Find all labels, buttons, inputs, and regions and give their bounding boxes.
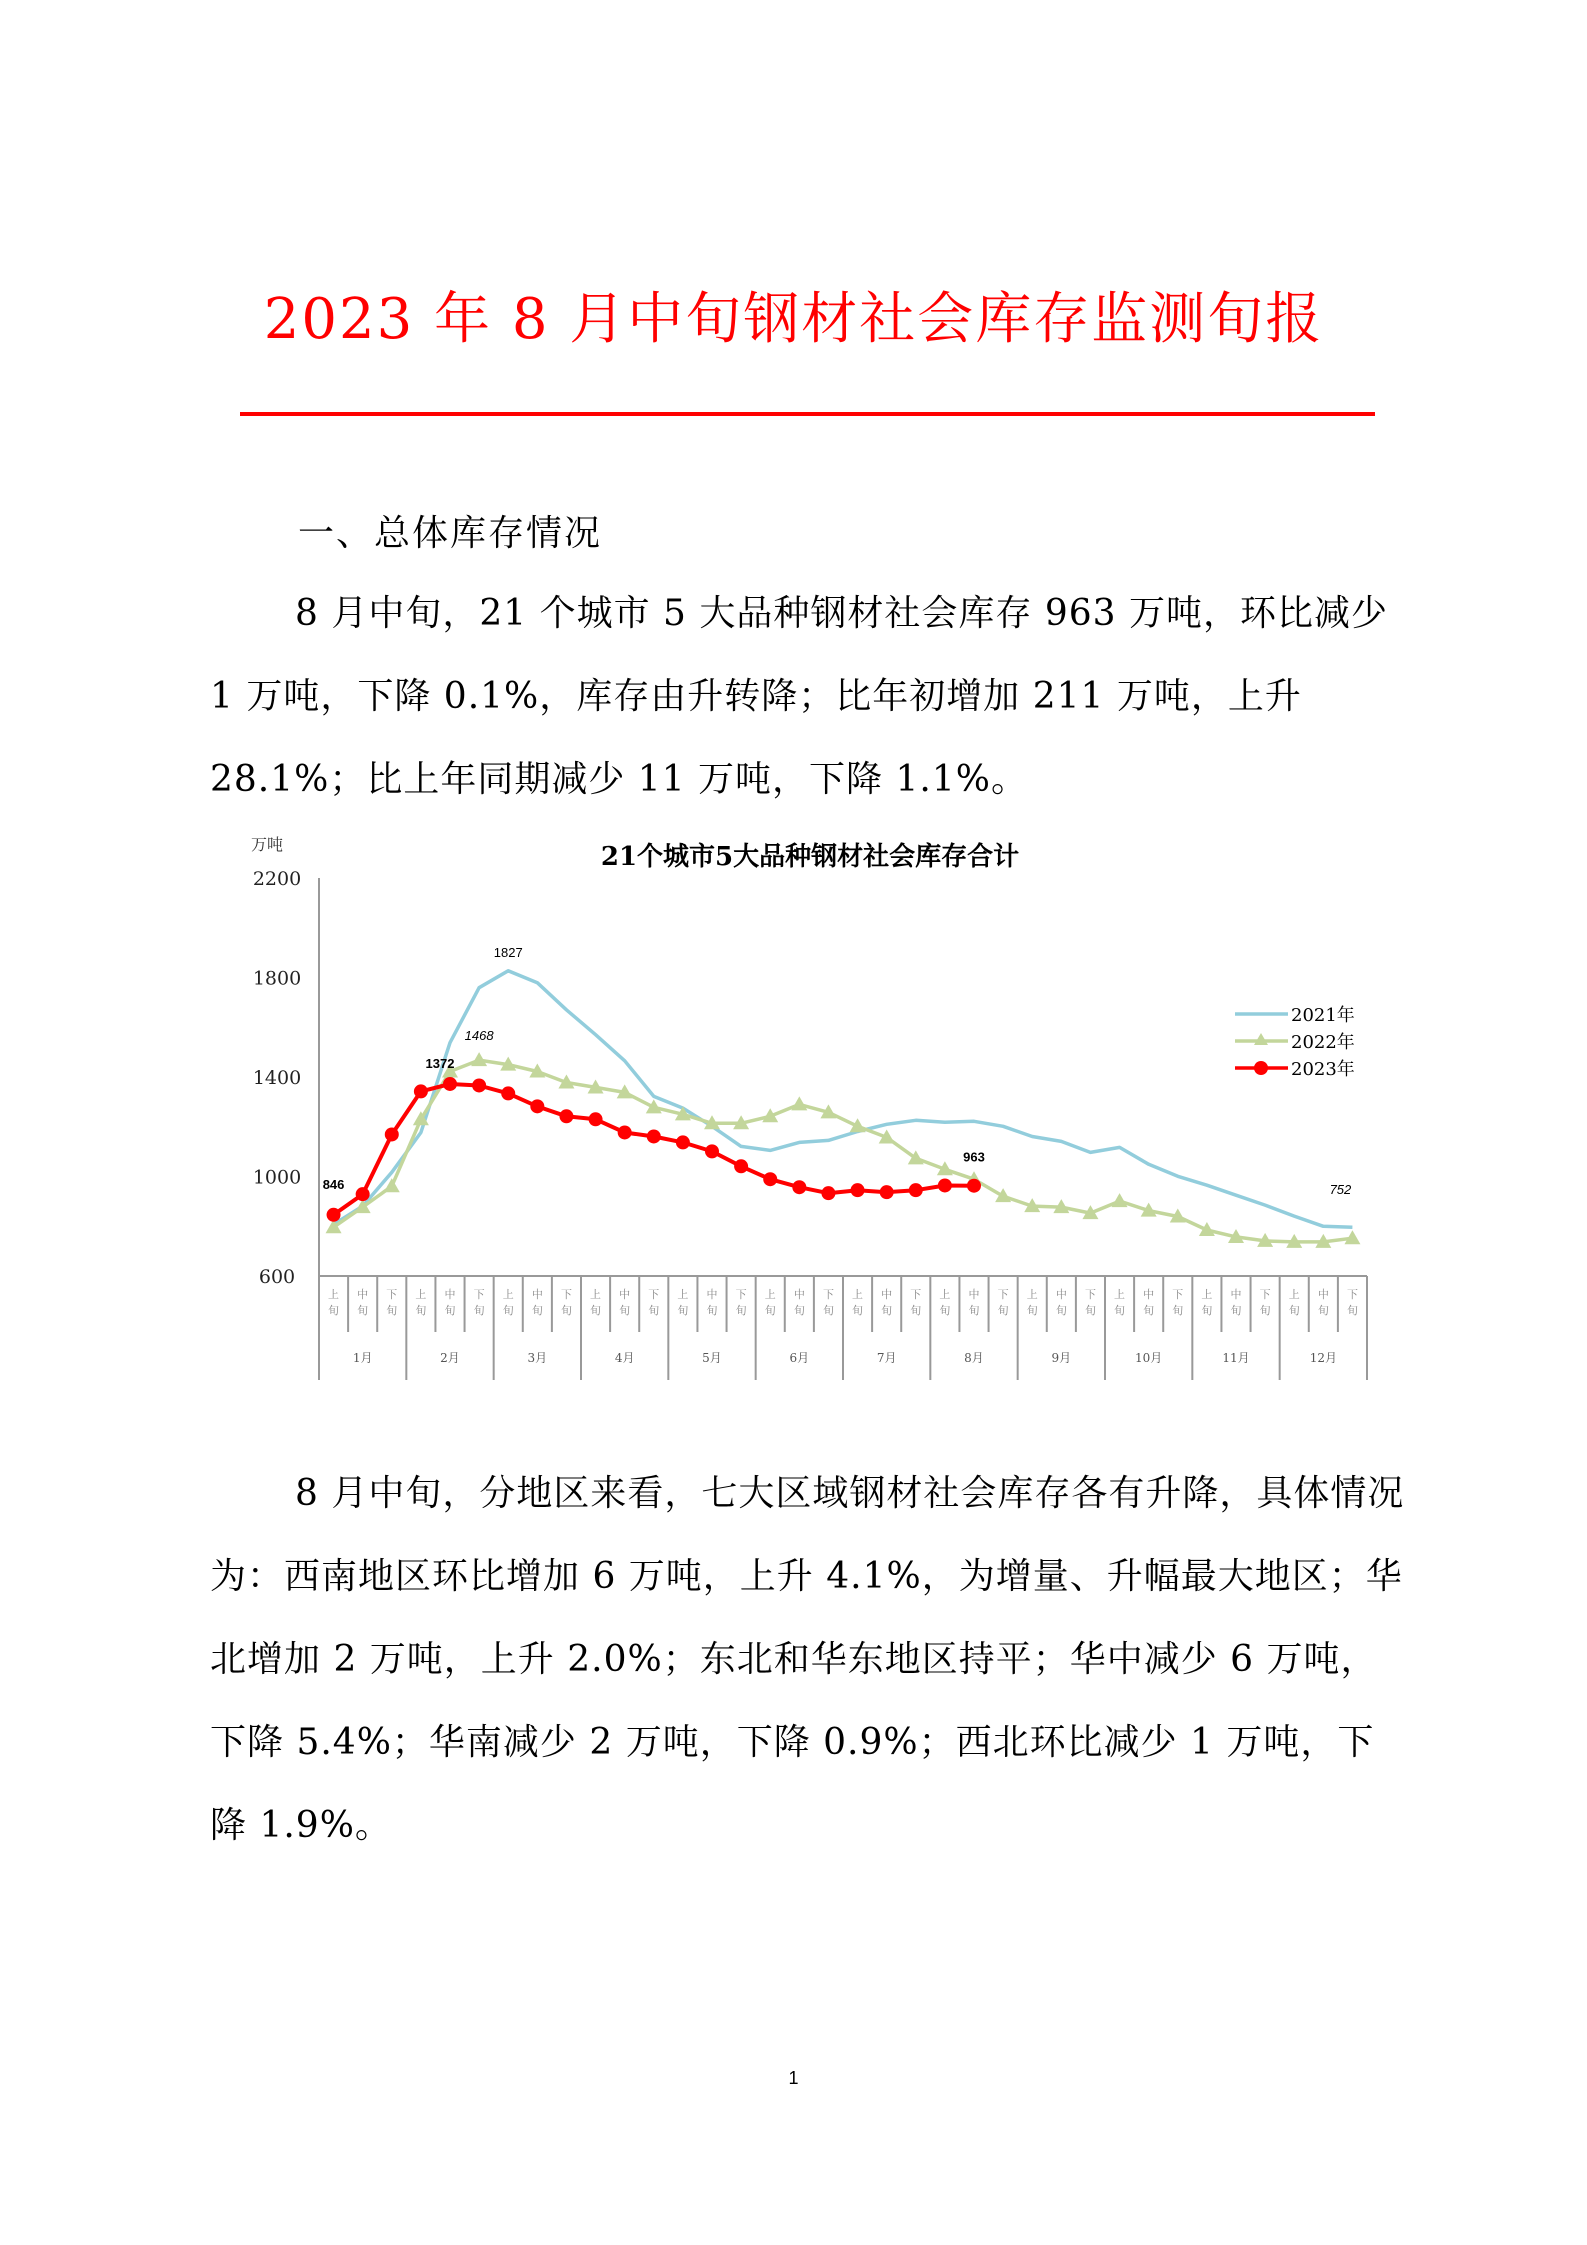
circle-marker-icon (530, 1099, 544, 1113)
x-month-label: 5月 (702, 1351, 722, 1365)
x-sub-period-label: 上 (415, 1288, 427, 1301)
x-sub-period-label: 旬 (648, 1304, 660, 1317)
x-sub-period-label: 下 (910, 1288, 922, 1301)
x-sub-period-label: 旬 (386, 1304, 398, 1317)
x-sub-period-label: 中 (1230, 1288, 1242, 1301)
x-sub-period-label: 中 (619, 1288, 631, 1301)
x-sub-period-label: 旬 (560, 1304, 572, 1317)
x-sub-period-label: 旬 (502, 1304, 514, 1317)
y-tick-label: 1000 (252, 1166, 302, 1189)
paragraph-regional-inventory: 8 月中旬，分地区来看，七大区域钢材社会库存各有升降，具体情况为：西南地区环比增加 6 万吨，上升 4.1%，为增量、升幅最大地区；华北增加 2 万吨，上升 2.0%；东北和华东地区持平；华中减少 6 万吨，下降 5.4%；华南减少 2 万吨，下降 0.9%；西北环比减少 1 万吨，下降 1.9%。 (210, 1473, 1405, 1846)
x-sub-period-label: 旬 (1172, 1304, 1184, 1317)
triangle-marker-icon (995, 1188, 1011, 1202)
x-sub-period-label: 旬 (881, 1304, 893, 1317)
x-sub-period-label: 下 (648, 1288, 660, 1301)
x-sub-period-label: 中 (968, 1288, 980, 1301)
x-sub-period-label: 旬 (706, 1304, 718, 1317)
x-sub-period-label: 下 (560, 1288, 572, 1301)
x-sub-period-label: 旬 (1288, 1304, 1300, 1317)
chart-series (326, 971, 1361, 1248)
circle-marker-icon (589, 1112, 603, 1126)
x-sub-period-label: 中 (706, 1288, 718, 1301)
circle-marker-icon (647, 1129, 661, 1143)
series-line-2021年 (334, 971, 1353, 1227)
x-sub-period-label: 中 (1143, 1288, 1155, 1301)
x-sub-period-label: 上 (939, 1288, 951, 1301)
data-label: 1372 (425, 1055, 455, 1071)
chart-axes (319, 878, 1367, 1276)
circle-marker-icon (880, 1185, 894, 1199)
y-tick-label: 1400 (252, 1067, 302, 1089)
x-sub-period-label: 旬 (1201, 1304, 1213, 1317)
legend-label: 2021年 (1291, 1005, 1355, 1026)
x-sub-period-label: 上 (1201, 1288, 1213, 1301)
x-sub-period-label: 下 (1346, 1288, 1358, 1301)
x-sub-period-label: 旬 (1346, 1304, 1358, 1317)
x-sub-period-label: 旬 (1055, 1304, 1067, 1317)
x-month-label: 2月 (440, 1351, 460, 1365)
y-tick-label: 1800 (252, 967, 302, 990)
x-month-label: 12月 (1309, 1351, 1337, 1365)
x-sub-period-label: 旬 (1026, 1304, 1038, 1317)
triangle-marker-icon (1112, 1193, 1128, 1207)
circle-marker-icon (851, 1183, 865, 1197)
page-number: 1 (788, 2068, 799, 2088)
x-sub-period-label: 中 (1317, 1288, 1329, 1301)
circle-marker-icon (676, 1135, 690, 1149)
x-sub-period-label: 上 (677, 1288, 689, 1301)
circle-marker-icon (385, 1127, 399, 1141)
x-sub-period-label: 中 (357, 1288, 369, 1301)
x-sub-period-label: 旬 (590, 1304, 602, 1317)
x-sub-period-label: 旬 (997, 1304, 1009, 1317)
circle-marker-icon (414, 1084, 428, 1098)
x-sub-period-label: 下 (997, 1288, 1009, 1301)
y-axis-ticks (253, 868, 301, 1288)
x-sub-period-label: 旬 (764, 1304, 776, 1317)
title-divider (240, 412, 1375, 416)
inventory-line-chart (225, 820, 1395, 1400)
data-label: 1468 (464, 1028, 494, 1044)
paragraph-overall-inventory: 8 月中旬，21 个城市 5 大品种钢材社会库存 963 万吨，环比减少 1 万吨，下降 0.1%，库存由升转降；比年初增加 211 万吨，上升 28.1%；比上年同期减少 11 万吨，下降 1.1%。 (210, 593, 1388, 800)
x-sub-period-label: 旬 (1114, 1304, 1126, 1317)
chart-title: 21个城市5大品种钢材社会库存合计 (600, 842, 1020, 872)
circle-marker-icon (967, 1179, 981, 1193)
circle-marker-icon (792, 1180, 806, 1194)
x-sub-period-label: 上 (328, 1288, 340, 1301)
legend-label: 2023年 (1291, 1059, 1355, 1080)
legend-label: 2022年 (1291, 1032, 1355, 1053)
report-title: 2023 年 8 月中旬钢材社会库存监测旬报 (263, 287, 1324, 352)
x-sub-period-label: 旬 (677, 1304, 689, 1317)
circle-marker-icon (618, 1125, 632, 1139)
x-sub-period-label: 旬 (939, 1304, 951, 1317)
x-sub-period-label: 下 (473, 1288, 485, 1301)
x-sub-period-label: 旬 (1230, 1304, 1242, 1317)
data-label: 1827 (493, 944, 523, 960)
x-sub-period-label: 旬 (473, 1304, 485, 1317)
x-sub-period-label: 旬 (735, 1304, 747, 1317)
x-sub-period-label: 旬 (1259, 1304, 1271, 1317)
circle-marker-icon (705, 1144, 719, 1158)
circle-marker-icon (909, 1183, 923, 1197)
x-month-label: 11月 (1222, 1351, 1250, 1365)
x-sub-period-label: 旬 (357, 1304, 369, 1317)
x-sub-period-label: 下 (735, 1288, 747, 1301)
circle-marker-icon (763, 1172, 777, 1186)
x-month-label: 10月 (1135, 1351, 1163, 1365)
x-sub-period-label: 旬 (1317, 1304, 1329, 1317)
x-sub-period-label: 旬 (415, 1304, 427, 1317)
x-month-label: 7月 (876, 1351, 897, 1365)
x-month-label: 4月 (614, 1351, 635, 1365)
circle-marker-icon (327, 1208, 341, 1222)
circle-marker-icon (821, 1186, 835, 1200)
x-sub-period-label: 上 (764, 1288, 776, 1301)
circle-marker-icon (356, 1187, 370, 1201)
chart-y-axis-label: 万吨 (251, 835, 284, 854)
x-sub-period-label: 旬 (852, 1304, 864, 1317)
x-sub-period-label: 中 (531, 1288, 543, 1301)
legend-circle-icon (1254, 1061, 1268, 1075)
x-sub-period-label: 旬 (531, 1304, 543, 1317)
x-sub-period-label: 上 (502, 1288, 514, 1301)
x-sub-period-label: 旬 (1143, 1304, 1155, 1317)
circle-marker-icon (734, 1159, 748, 1173)
triangle-marker-icon (471, 1052, 487, 1066)
x-sub-period-label: 上 (852, 1288, 864, 1301)
section-heading: 一、总体库存情况 (298, 513, 603, 554)
x-month-label: 9月 (1051, 1351, 1072, 1365)
data-label: 752 (1329, 1182, 1352, 1198)
x-month-label: 3月 (527, 1351, 548, 1365)
x-sub-period-label: 旬 (328, 1304, 340, 1317)
data-label: 963 (963, 1149, 985, 1165)
x-sub-period-label: 中 (793, 1288, 805, 1301)
x-sub-period-label: 旬 (910, 1304, 922, 1317)
circle-marker-icon (938, 1178, 952, 1192)
x-sub-period-label: 旬 (822, 1304, 834, 1317)
chart-data-labels (323, 945, 1352, 1197)
circle-marker-icon (472, 1078, 486, 1092)
x-sub-period-label: 中 (881, 1288, 893, 1301)
x-sub-period-label: 中 (1055, 1288, 1067, 1301)
x-month-label: 8月 (964, 1351, 984, 1365)
x-month-label: 1月 (352, 1351, 373, 1365)
x-sub-period-label: 上 (1026, 1288, 1038, 1301)
x-sub-period-label: 上 (590, 1288, 602, 1301)
chart-legend (1235, 1004, 1355, 1080)
circle-marker-icon (559, 1109, 573, 1123)
circle-marker-icon (501, 1086, 515, 1100)
triangle-marker-icon (791, 1096, 807, 1110)
circle-marker-icon (443, 1077, 457, 1091)
x-sub-period-label: 中 (444, 1288, 456, 1301)
x-sub-period-label: 旬 (1084, 1304, 1096, 1317)
x-sub-period-label: 旬 (444, 1304, 456, 1317)
x-sub-period-label: 旬 (968, 1304, 980, 1317)
x-sub-period-label: 上 (1114, 1288, 1126, 1301)
x-axis-period-table (319, 1276, 1367, 1380)
x-sub-period-label: 下 (1084, 1288, 1096, 1301)
x-month-label: 6月 (789, 1351, 810, 1365)
x-sub-period-label: 旬 (793, 1304, 805, 1317)
x-sub-period-label: 上 (1288, 1288, 1300, 1301)
data-label: 846 (322, 1176, 345, 1192)
x-sub-period-label: 下 (1172, 1288, 1184, 1301)
y-tick-label: 2200 (252, 868, 302, 890)
y-tick-label: 600 (258, 1266, 296, 1288)
x-sub-period-label: 下 (822, 1288, 834, 1301)
legend-triangle-icon (1254, 1033, 1268, 1045)
x-sub-period-label: 下 (1259, 1288, 1271, 1301)
x-sub-period-label: 旬 (619, 1304, 631, 1317)
x-sub-period-label: 下 (386, 1288, 398, 1301)
